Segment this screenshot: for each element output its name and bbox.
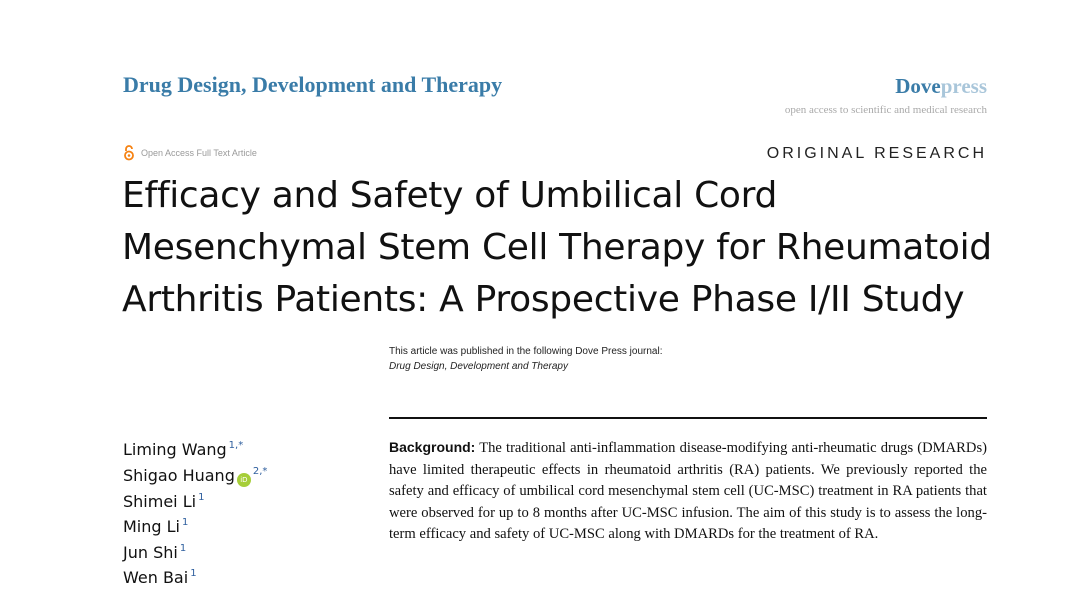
- affiliation-mark[interactable]: 1: [179, 542, 187, 554]
- article-type: ORIGINAL RESEARCH: [766, 145, 987, 162]
- brand-dove: Dove: [895, 74, 941, 98]
- affiliation-mark[interactable]: 2,*: [252, 465, 268, 477]
- affiliation-mark[interactable]: 1: [182, 517, 189, 528]
- affiliation-mark[interactable]: 1: [190, 568, 197, 579]
- publication-note-text: This article was published in the following Dove Press journal:: [389, 346, 663, 357]
- author-item: [123, 487, 267, 513]
- author-name[interactable]: Jun Shi: [123, 542, 178, 562]
- affiliation-mark[interactable]: 1,*: [228, 440, 244, 451]
- dovepress-logo[interactable]: [895, 74, 987, 99]
- brand-press: press: [940, 74, 987, 98]
- publication-journal[interactable]: Drug Design, Development and Therapy: [389, 361, 568, 372]
- affiliation-mark[interactable]: 1: [198, 491, 205, 503]
- abstract-background: [389, 437, 987, 546]
- author-name[interactable]: Wen Bai: [123, 568, 189, 587]
- author-item: [123, 512, 267, 538]
- title-line: Efficacy and Safety of Umbilical Cord: [122, 175, 778, 216]
- author-item: [123, 538, 267, 564]
- open-access-icon: [123, 145, 135, 161]
- section-divider: [389, 417, 987, 419]
- author-name[interactable]: Shimei Li: [123, 491, 197, 511]
- author-item: [123, 461, 267, 487]
- author-name[interactable]: Ming Li: [123, 517, 180, 536]
- publisher-tagline: open access to scientific and medical research: [784, 104, 987, 116]
- open-access-text: Open Access Full Text Article: [141, 148, 257, 158]
- author-list: [123, 435, 267, 589]
- open-access-label: [123, 145, 257, 161]
- publication-note: [389, 344, 662, 374]
- author-item: [123, 435, 267, 461]
- abstract-label: Background:: [389, 439, 476, 455]
- orcid-icon[interactable]: iD: [237, 473, 251, 487]
- author-name[interactable]: Shigao Huang: [123, 465, 235, 485]
- author-item: [123, 563, 267, 589]
- title-line: Mesenchymal Stem Cell Therapy for Rheumatoid: [122, 227, 992, 268]
- author-name[interactable]: Liming Wang: [123, 440, 227, 459]
- title-line: Arthritis Patients: A Prospective Phase I/II Study: [122, 279, 965, 320]
- abstract-text: The traditional anti-inflammation disease-modifying anti-rheumatic drugs (DMARDs) have limited therapeutic effects in rheumatoid arthritis (RA) patients. We previously reported the safety and efficacy of umbilical cord mesenchymal stem cell (UC-MSC) treatment in RA patients that were observed for up to 8 months after UC-MSC infusion. The aim of this study is to assess the long-term efficacy and safety of UC-MSC along with DMARDs for the treatment of RA.: [389, 440, 987, 542]
- article-title: [122, 170, 1022, 326]
- journal-name[interactable]: Drug Design, Development and Therapy: [123, 72, 503, 97]
